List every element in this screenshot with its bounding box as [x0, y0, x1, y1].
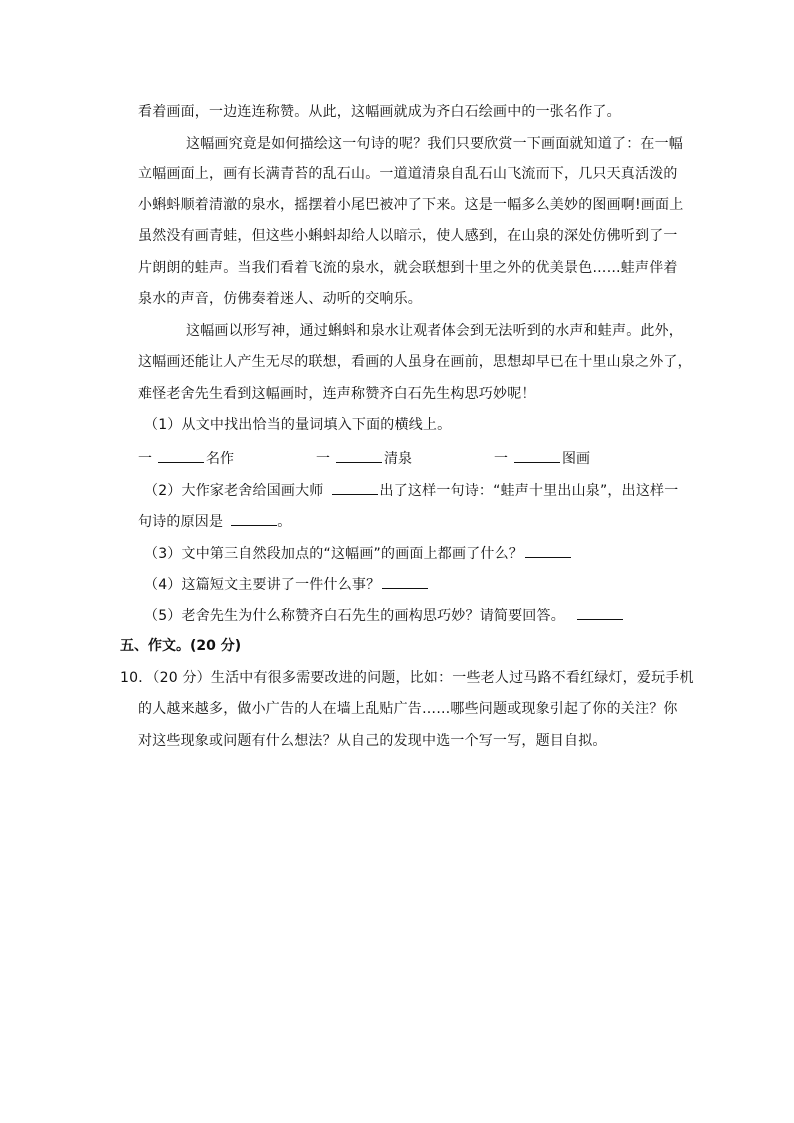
- passage-line-4: 小蝌蚪顺着清澈的泉水，摇摆着小尾巴被冲了下来。这是一幅多么美妙的图画啊!画面上: [138, 197, 684, 213]
- answer-blank-2[interactable]: [336, 448, 382, 463]
- passage-line-5: 虽然没有画青蛙，但这些小蝌蚪却给人以暗示，使人感到，在山泉的深处仿佛听到了一: [138, 228, 678, 244]
- question-5: [144, 605, 684, 626]
- question-2-text-end: 。: [277, 514, 292, 530]
- question-2-text-b: 出了这样一句诗：“蛙声十里出山泉”，出这样一: [379, 483, 679, 499]
- question-10-line-2: 的人越来越多，做小广告的人在墙上乱贴广告……哪些问题或现象引起了你的关注？你: [138, 701, 678, 717]
- answer-blank-q5[interactable]: [577, 605, 623, 620]
- blank-prefix: 一: [494, 451, 508, 467]
- blank-item-2: [316, 448, 412, 469]
- passage-line-10: 难怪老舍先生看到这幅画时，连声称赞齐白石先生构思巧妙呢！: [138, 386, 536, 402]
- question-4: [144, 574, 684, 595]
- question-1-blanks: [138, 448, 678, 468]
- question-10-line-3: 对这些现象或问题有什么想法？从自己的发现中选一个写一写，题目自拟。: [138, 733, 607, 749]
- answer-blank-1[interactable]: [158, 448, 204, 463]
- question-2-text-a: （2）大作家老舍给国画大师: [144, 483, 324, 499]
- answer-blank-q2-a[interactable]: [332, 480, 378, 495]
- question-5-text: （5）老舍先生为什么称赞齐白石先生的画构思巧妙？请简要回答。: [144, 608, 565, 624]
- question-2-text-c: 句诗的原因是: [138, 514, 224, 530]
- answer-blank-3[interactable]: [514, 448, 560, 463]
- section-5-title: 五、作文。(20 分): [120, 638, 242, 654]
- passage-line-2: 这幅画究竟是如何描绘这一句诗的呢？我们只要欣赏一下画面就知道了：在一幅: [186, 136, 683, 152]
- passage-line-3: 立幅画面上，画有长满青苔的乱石山。一道道清泉自乱石山飞流而下，几只天真活泼的: [138, 166, 678, 182]
- answer-blank-q3[interactable]: [525, 543, 571, 558]
- question-1: （1）从文中找出恰当的量词填入下面的横线上。: [144, 417, 452, 433]
- answer-blank-q2-b[interactable]: [231, 511, 277, 526]
- blank-item-1: [138, 448, 234, 469]
- passage-line-8: 这幅画以形写神，通过蝌蚪和泉水让观者体会到无法听到的水声和蛙声。此外，: [186, 323, 683, 339]
- blank-prefix: 一: [316, 451, 330, 467]
- question-10-line-1: 10．（20 分）生活中有很多需要改进的问题，比如：一些老人过马路不看红绿灯，爱玩手机: [120, 670, 694, 686]
- blank-suffix: 图画: [562, 451, 590, 467]
- blank-suffix: 名作: [206, 451, 234, 467]
- blank-prefix: 一: [138, 451, 152, 467]
- blank-suffix: 清泉: [384, 451, 412, 467]
- passage-line-1: 看着画面，一边连连称赞。从此，这幅画就成为齐白石绘画中的一张名作了。: [138, 104, 621, 120]
- question-2-line-2: [138, 511, 678, 532]
- blank-item-3: [494, 448, 590, 469]
- passage-line-6: 片朗朗的蛙声。当我们看着飞流的泉水，就会联想到十里之外的优美景色……蛙声伴着: [138, 260, 678, 276]
- question-3: [144, 543, 684, 564]
- question-3-text: （3）文中第三自然段加点的“这幅画”的画面上都画了什么？: [144, 546, 524, 562]
- answer-blank-q4[interactable]: [382, 574, 428, 589]
- question-4-text: （4）这篇短文主要讲了一件什么事？: [144, 577, 381, 593]
- passage-line-9: 这幅画还能让人产生无尽的联想，看画的人虽身在画前，思想却早已在十里山泉之外了，: [138, 354, 692, 370]
- passage-line-7: 泉水的声音，仿佛奏着迷人、动听的交响乐。: [138, 291, 422, 307]
- question-2-line-1: [144, 480, 684, 501]
